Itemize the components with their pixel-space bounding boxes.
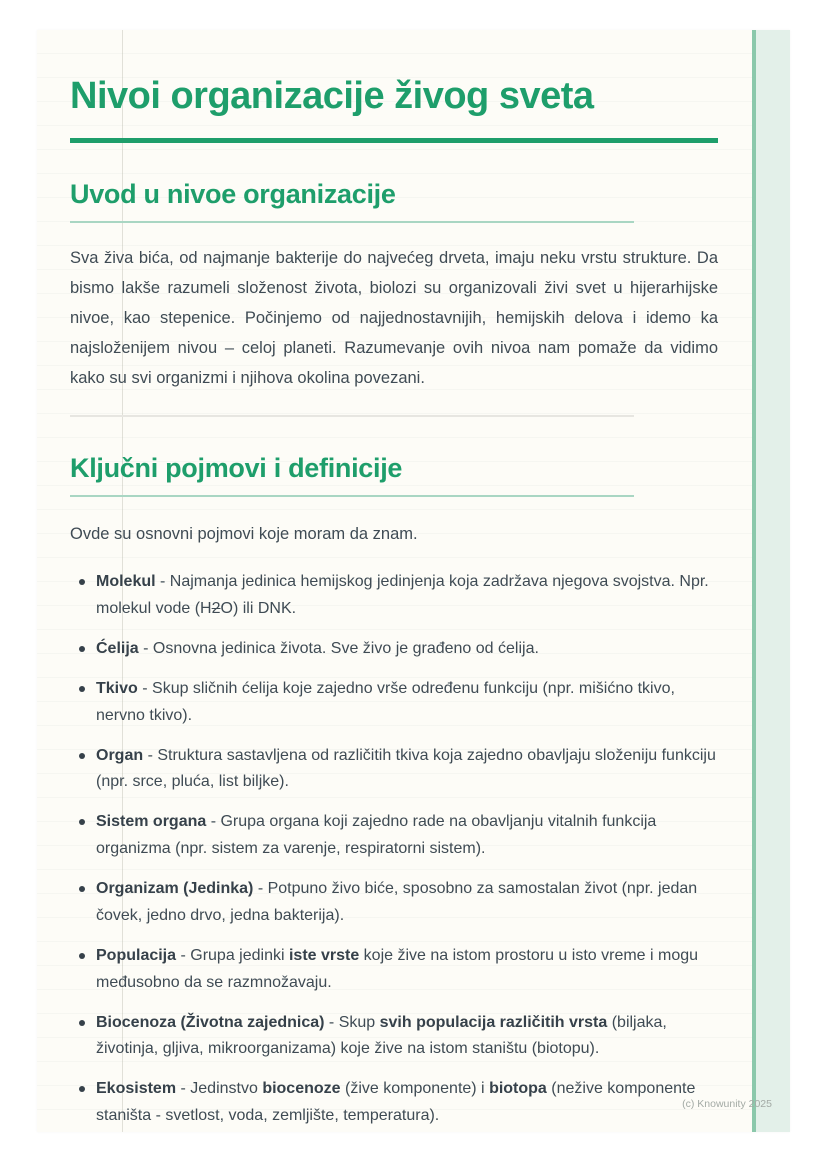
terms-list: [70, 569, 718, 1130]
term-item: Ekosistem - Jedinstvo biocenoze (žive komponente) i biotopa (nežive komponente staništa - svetlost, voda, zemljište, temperatura).: [96, 1076, 718, 1130]
intro-paragraph: Sva živa bića, od najmanje bakterije do najvećeg drveta, imaju neku vrstu strukture. Da bismo lakše razumeli složenost života, biolozi su organizovali živi svet u hijerarhijske nivoe, kao stepenice. Počinjemo od najjednostavnijih, hemijskih delova i idemo ka najsloženijem nivou – celoj planeti. Razumevanje ovih nivoa nam pomaže da vidimo kako su svi organizmi i njihova okolina povezani.: [70, 248, 718, 387]
section-heading-terms: Ključni pojmovi i definicije: [70, 452, 403, 483]
term-item: Organizam (Jedinka) - Potpuno živo biće, sposobno za samostalan život (npr. jedan čovek, jedno drvo, jedna bakterija).: [96, 876, 718, 930]
heading-underline: [70, 221, 634, 223]
term-item: Organ - Struktura sastavljena od različitih tkiva koja zajedno obavljaju složeniju funkciju (npr. srce, pluća, list biljke).: [96, 743, 718, 797]
section-divider: [70, 415, 634, 417]
page-title: Nivoi organizacije živog sveta: [70, 75, 594, 117]
term-item: Biocenoza (Životna zajednica) - Skup svih populacija različitih vrsta (biljaka, životinja, gljiva, mikroorganizama) koje žive na istom staništu (biotopu).: [96, 1010, 718, 1064]
footer-credit: (c) Knowunity 2025: [682, 1098, 772, 1110]
heading-underline: [70, 495, 634, 497]
term-item: Molekul - Najmanja jedinica hemijskog jedinjenja koja zadržava njegova svojstva. Npr. molekul vode (H2O) ili DNK.: [96, 569, 718, 623]
document-page: [37, 30, 790, 1132]
section-heading-intro: Uvod u nivoe organizacije: [70, 178, 396, 209]
term-item: Ćelija - Osnovna jedinica života. Sve živo je građeno od ćelija.: [96, 636, 718, 663]
page-edge-stripe: [752, 30, 790, 1132]
document-content: [37, 30, 752, 1130]
title-rule: [70, 138, 718, 143]
term-item: Populacija - Grupa jedinki iste vrste koje žive na istom prostoru u isto vreme i mogu međusobno da se razmnožavaju.: [96, 943, 718, 997]
term-item: Sistem organa - Grupa organa koji zajedno rade na obavljanju vitalnih funkcija organizma (npr. sistem za varenje, respiratorni sistem).: [96, 809, 718, 863]
terms-intro: Ovde su osnovni pojmovi koje moram da znam.: [70, 524, 418, 543]
term-item: Tkivo - Skup sličnih ćelija koje zajedno vrše određenu funkciju (npr. mišićno tkivo, nervno tkivo).: [96, 676, 718, 730]
